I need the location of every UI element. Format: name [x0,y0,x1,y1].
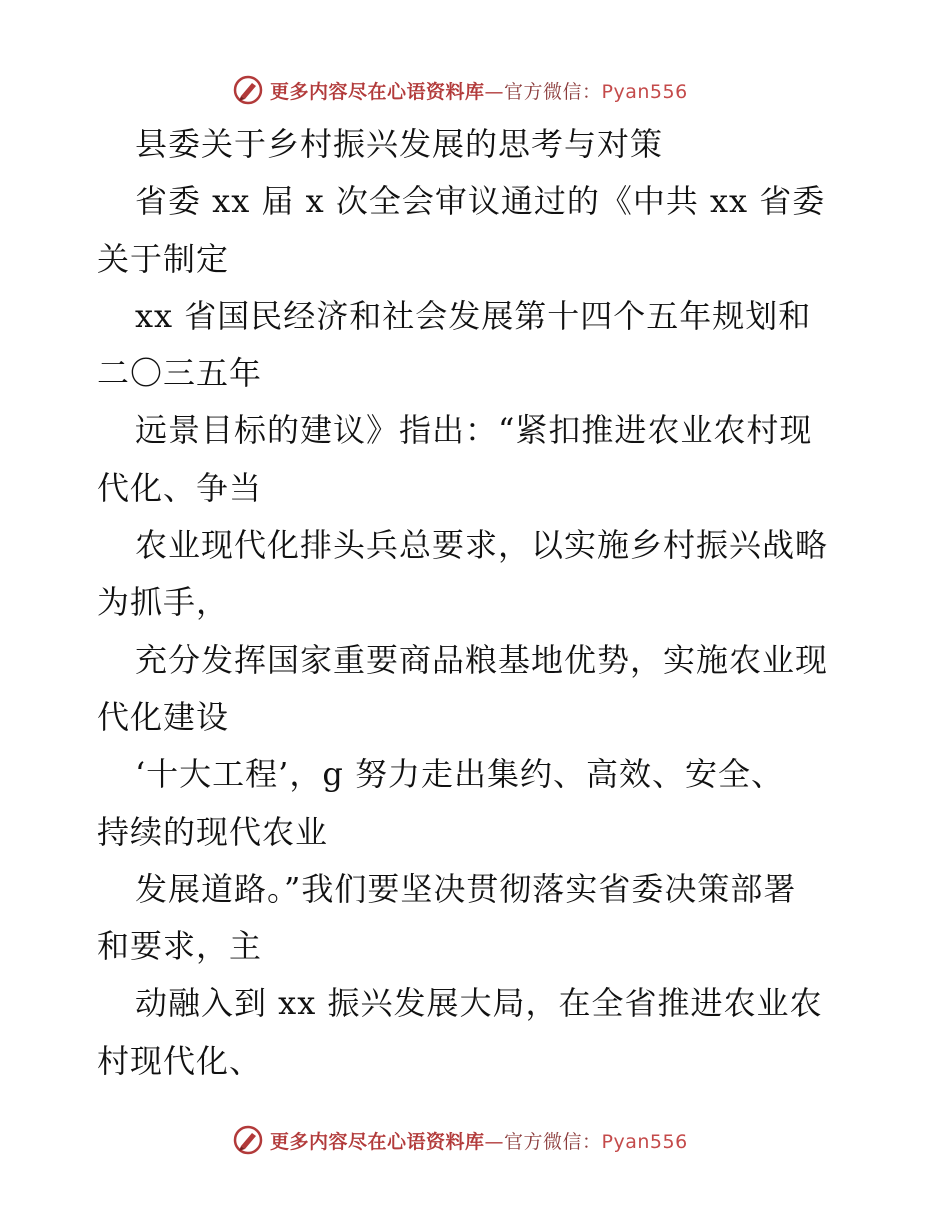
watermark-separator: — [484,80,505,103]
text-line: 发展道路。”我们要坚决贯彻落实省委决策部署 [135,869,797,908]
text-line: 代化、争当 [97,468,263,507]
text-line: 持续的现代农业 [97,812,329,851]
text-line: 县委关于乡村振兴发展的思考与对策 [135,125,664,163]
header-watermark [232,72,732,108]
watermark-label: 官方微信： [504,1130,602,1153]
text-line: 和要求，主 [97,927,263,966]
watermark-brand: 更多内容尽在心语资料库 [270,1130,485,1153]
pen-logo-icon [232,74,264,106]
text-line: 为抓手， [97,583,230,622]
text-line: xx 省国民经济和社会发展第十四个五年规划和 [135,296,812,335]
watermark-id: Pyan556 [601,80,688,103]
watermark-text [270,77,688,104]
watermark-label: 官方微信： [504,80,602,103]
text-line: 代化建设 [97,697,230,736]
footer-watermark [232,1122,732,1158]
pen-logo-icon [232,1124,264,1156]
text-line: ‘十大工程’，g 努力走出集约、高效、安全、 [135,755,785,794]
watermark-id: Pyan556 [601,1130,688,1153]
text-line: 充分发挥国家重要商品粮基地优势，实施农业现 [135,640,829,679]
text-line: 关于制定 [97,239,230,278]
text-line: 远景目标的建议》指出：“紧扣推进农业农村现 [135,411,813,450]
watermark-separator: — [484,1130,505,1153]
text-line: 二〇三五年 [97,354,263,393]
watermark-brand: 更多内容尽在心语资料库 [270,80,485,103]
text-line: 村现代化、 [97,1041,263,1080]
document-body [97,116,857,1090]
text-line: 省委 xx 届 x 次全会审议通过的《中共 xx 省委 [135,182,826,221]
text-line: 农业现代化排头兵总要求，以实施乡村振兴战略 [135,526,829,565]
text-line: 动融入到 xx 振兴发展大局，在全省推进农业农 [135,984,823,1023]
watermark-text [270,1127,688,1154]
